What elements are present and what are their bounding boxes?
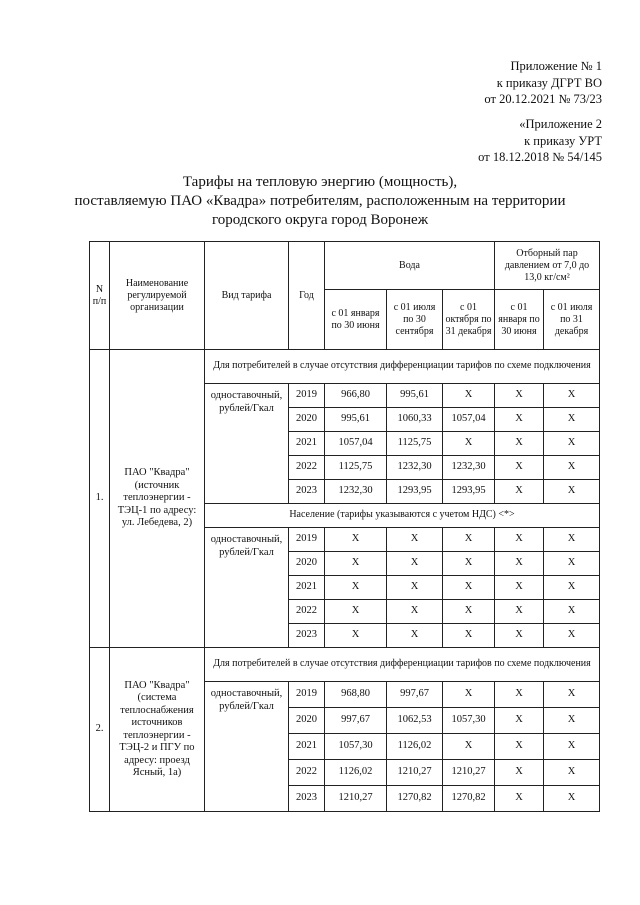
value-cell: 1270,82 [387, 786, 443, 812]
year-cell: 2019 [289, 384, 325, 408]
appendix-header [484, 58, 602, 108]
value-cell: X [544, 624, 600, 648]
value-cell: X [325, 576, 387, 600]
value-cell: 1125,75 [387, 432, 443, 456]
value-cell: X [544, 708, 600, 734]
value-cell: X [495, 600, 544, 624]
value-cell: X [387, 576, 443, 600]
year-cell: 2020 [289, 708, 325, 734]
title-line: городского округа город Воронеж [211, 212, 429, 228]
title-line: поставляемую ПАО «Квадра» потребителям, расположенным на территории [74, 193, 566, 209]
table-header-row [90, 242, 600, 290]
value-cell: 1126,02 [387, 734, 443, 760]
value-cell: 1057,30 [325, 734, 387, 760]
value-cell: 1293,95 [443, 480, 495, 504]
value-cell: X [544, 576, 600, 600]
value-cell: X [544, 786, 600, 812]
year-cell: 2020 [289, 408, 325, 432]
document-title [0, 173, 640, 230]
appendix-line: от 20.12.2021 № 73/23 [484, 92, 602, 106]
value-cell: X [544, 600, 600, 624]
value-cell: X [325, 552, 387, 576]
value-cell: 1057,30 [443, 708, 495, 734]
year-cell: 2022 [289, 600, 325, 624]
row-number: 1. [90, 350, 110, 648]
year-cell: 2023 [289, 624, 325, 648]
value-cell: 1125,75 [325, 456, 387, 480]
tariff-type: одноставочный, рублей/Гкал [205, 528, 289, 648]
col-header-org: Наименование регулируемой организации [110, 242, 205, 350]
value-cell: 997,67 [325, 708, 387, 734]
value-cell: X [443, 384, 495, 408]
year-cell: 2022 [289, 456, 325, 480]
value-cell: X [495, 480, 544, 504]
year-cell: 2021 [289, 734, 325, 760]
value-cell: 1210,27 [325, 786, 387, 812]
value-cell: 1057,04 [325, 432, 387, 456]
year-cell: 2023 [289, 480, 325, 504]
value-cell: X [495, 682, 544, 708]
col-header-period: с 01 июля по 30 сентября [387, 290, 443, 350]
section-row [90, 350, 600, 384]
year-cell: 2019 [289, 682, 325, 708]
value-cell: X [443, 734, 495, 760]
value-cell: X [495, 786, 544, 812]
section-row [90, 648, 600, 682]
value-cell: 1232,30 [325, 480, 387, 504]
value-cell: X [544, 456, 600, 480]
value-cell: X [544, 408, 600, 432]
year-cell: 2023 [289, 786, 325, 812]
tariff-type: одноставочный, рублей/Гкал [205, 682, 289, 812]
value-cell: X [544, 682, 600, 708]
value-cell: X [544, 734, 600, 760]
year-cell: 2021 [289, 576, 325, 600]
value-cell: X [544, 528, 600, 552]
year-cell: 2020 [289, 552, 325, 576]
col-header-water: Вода [325, 242, 495, 290]
value-cell: X [495, 576, 544, 600]
value-cell: X [495, 408, 544, 432]
value-cell: 1126,02 [325, 760, 387, 786]
year-cell: 2022 [289, 760, 325, 786]
value-cell: 1232,30 [443, 456, 495, 480]
value-cell: X [495, 432, 544, 456]
value-cell: 995,61 [387, 384, 443, 408]
value-cell: X [495, 552, 544, 576]
value-cell: X [387, 552, 443, 576]
value-cell: X [495, 734, 544, 760]
year-cell: 2019 [289, 528, 325, 552]
col-header-steam: Отборный пар давлением от 7,0 до 13,0 кг/см² [495, 242, 600, 290]
value-cell: X [443, 432, 495, 456]
value-cell: X [387, 600, 443, 624]
value-cell: 1232,30 [387, 456, 443, 480]
section-label: Население (тарифы указываются с учетом НДС) <*> [205, 504, 600, 528]
section-label: Для потребителей в случае отсутствия дифференциации тарифов по схеме подключения [205, 350, 600, 384]
appendix-line: к приказу ДГРТ ВО [496, 75, 602, 90]
col-header-period: с 01 июля по 31 декабря [544, 290, 600, 350]
col-header-period: с 01 января по 30 июня [325, 290, 387, 350]
value-cell: X [544, 760, 600, 786]
value-cell: X [443, 600, 495, 624]
value-cell: 966,80 [325, 384, 387, 408]
value-cell: X [544, 552, 600, 576]
value-cell: X [544, 432, 600, 456]
value-cell: 1060,33 [387, 408, 443, 432]
value-cell: X [325, 624, 387, 648]
organization-name: ПАО "Квадра" (источник теплоэнергии - ТЭЦ-1 по адресу: ул. Лебедева, 2) [110, 350, 205, 648]
value-cell: 1293,95 [387, 480, 443, 504]
value-cell: X [544, 384, 600, 408]
value-cell: X [443, 624, 495, 648]
appendix-line: к приказу УРТ [524, 133, 602, 148]
value-cell: X [387, 528, 443, 552]
value-cell: 1270,82 [443, 786, 495, 812]
value-cell: X [544, 480, 600, 504]
year-cell: 2021 [289, 432, 325, 456]
value-cell: X [495, 624, 544, 648]
value-cell: X [443, 552, 495, 576]
value-cell: X [325, 528, 387, 552]
value-cell: X [495, 384, 544, 408]
title-line: Тарифы на тепловую энергию (мощность), [182, 174, 458, 190]
section-label: Для потребителей в случае отсутствия дифференциации тарифов по схеме подключения [205, 648, 600, 682]
appendix-original-header [478, 116, 602, 166]
value-cell: X [495, 456, 544, 480]
value-cell: X [325, 600, 387, 624]
value-cell: 968,80 [325, 682, 387, 708]
value-cell: X [443, 576, 495, 600]
col-header-period: с 01 октября по 31 декабря [443, 290, 495, 350]
col-header-num: N п/п [90, 242, 110, 350]
row-number: 2. [90, 648, 110, 812]
value-cell: 1210,27 [387, 760, 443, 786]
organization-name: ПАО "Квадра" (система теплоснабжения источников теплоэнергии - ТЭЦ-2 и ПГУ по адресу: проезд Ясный, 1а) [110, 648, 205, 812]
value-cell: X [495, 760, 544, 786]
appendix-line: Приложение № 1 [510, 59, 602, 73]
value-cell: X [495, 528, 544, 552]
appendix-line: «Приложение 2 [519, 117, 602, 131]
value-cell: 1210,27 [443, 760, 495, 786]
col-header-period: с 01 января по 30 июня [495, 290, 544, 350]
value-cell: 995,61 [325, 408, 387, 432]
value-cell: 1062,53 [387, 708, 443, 734]
tariff-table [89, 241, 600, 812]
value-cell: 1057,04 [443, 408, 495, 432]
value-cell: X [443, 682, 495, 708]
col-header-year: Год [289, 242, 325, 350]
value-cell: X [495, 708, 544, 734]
tariff-type: одноставочный, рублей/Гкал [205, 384, 289, 504]
col-header-type: Вид тарифа [205, 242, 289, 350]
value-cell: 997,67 [387, 682, 443, 708]
appendix-line: от 18.12.2018 № 54/145 [478, 150, 602, 164]
value-cell: X [443, 528, 495, 552]
value-cell: X [387, 624, 443, 648]
